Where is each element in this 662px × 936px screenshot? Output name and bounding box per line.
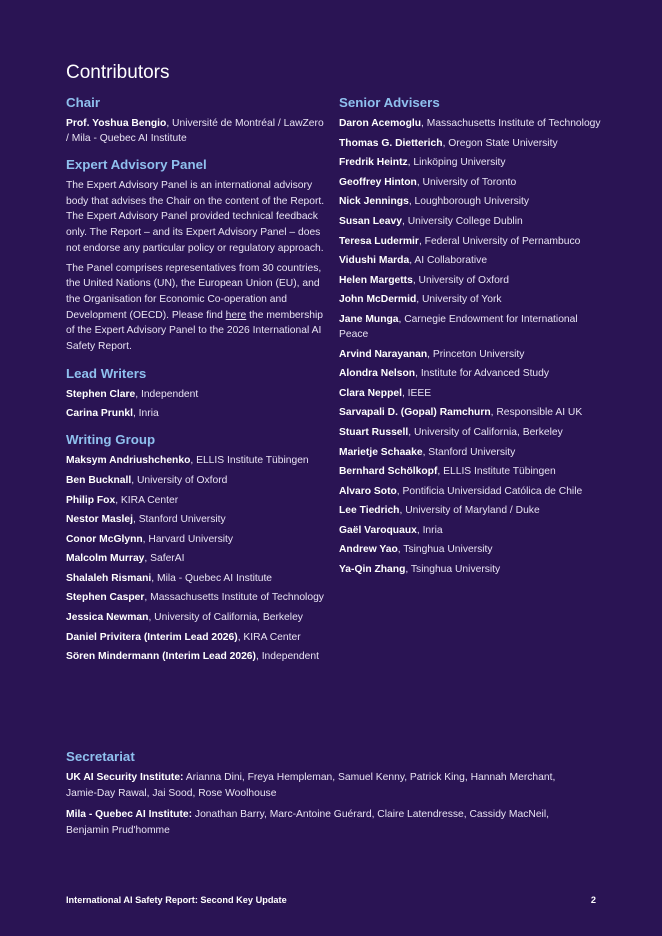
entry-affiliation: , Institute for Advanced Study — [415, 368, 550, 380]
senior-advisers-list — [339, 116, 601, 577]
entry-affiliation: , Stanford University — [132, 514, 226, 526]
list-item — [339, 292, 601, 307]
list-item — [339, 503, 601, 518]
entry-affiliation: , Independent — [135, 388, 199, 400]
entry-name: Malcolm Murray — [66, 553, 145, 565]
writing-group-heading: Writing Group — [66, 432, 156, 448]
entry-name: Teresa Ludermir — [339, 235, 419, 247]
list-item — [339, 366, 601, 381]
entry-affiliation: , Tsinghua University — [397, 544, 493, 556]
senior-advisers-heading: Senior Advisers — [339, 95, 440, 110]
entry-affiliation: , University of California, Berkeley — [408, 426, 563, 438]
entry-affiliation: , Tsinghua University — [405, 564, 501, 576]
entry-name: Alondra Nelson — [339, 368, 416, 380]
writing-group-section — [66, 432, 328, 664]
list-item — [66, 116, 328, 146]
entry-affiliation: , ELLIS Institute Tübingen — [437, 466, 556, 478]
entry-name: Carina Prunkl — [66, 408, 133, 420]
list-item — [339, 155, 601, 170]
entry-name: Nestor Maslej — [66, 514, 133, 526]
left-column — [66, 95, 328, 675]
list-item — [339, 175, 601, 190]
list-item — [339, 425, 601, 440]
entry-name: Susan Leavy — [339, 215, 402, 227]
senior-advisers-section — [339, 95, 601, 577]
list-item — [339, 405, 601, 420]
entry-affiliation: , IEEE — [401, 387, 432, 399]
entry-name: Stephen Clare — [66, 388, 136, 400]
list-item — [339, 562, 601, 577]
entry-name: Philip Fox — [66, 494, 116, 506]
entry-affiliation: , Princeton University — [427, 348, 525, 360]
entry-name: Arvind Narayanan — [339, 348, 428, 360]
lead-writers-section — [66, 366, 328, 422]
entry-affiliation: , Independent — [255, 651, 319, 663]
entry-name: Daron Acemoglu — [339, 118, 422, 129]
entry-affiliation: , Inria — [416, 524, 443, 536]
list-item — [339, 214, 601, 229]
chair-heading: Chair — [66, 95, 100, 110]
entry-name: UK AI Security Institute: — [66, 772, 184, 783]
entry-affiliation: , Inria — [132, 408, 159, 420]
list-item — [339, 234, 601, 249]
entry-name: Lee Tiedrich — [339, 505, 400, 517]
entry-affiliation: , KIRA Center — [115, 494, 179, 506]
list-item — [66, 453, 328, 468]
list-item — [339, 116, 601, 131]
list-item — [339, 194, 601, 209]
list-item — [339, 273, 601, 288]
list-item — [66, 551, 328, 566]
entry-affiliation: , ELLIS Institute Tübingen — [190, 455, 309, 467]
list-item — [66, 770, 586, 802]
entry-affiliation: , Mila - Quebec AI Institute — [151, 572, 273, 584]
entry-name: Geoffrey Hinton — [339, 176, 417, 188]
expert-panel-membership-link[interactable]: here — [225, 309, 247, 321]
list-item — [339, 136, 601, 151]
composition-text-end: the membership of the Expert Advisory Panel to the 2026 International AI Safety Report. — [66, 309, 323, 353]
composition-text-start: The Panel comprises representatives from 30 countries, the United Nations (UN), the European Union (EU), and the Organisation for Economic Co-operation and Development (OECD). Please find — [66, 262, 322, 321]
entry-affiliation: , KIRA Center — [237, 631, 301, 643]
entry-name: Ya-Qin Zhang — [339, 564, 406, 576]
entry-name: Stuart Russell — [339, 426, 409, 438]
list-item — [339, 445, 601, 460]
lead-writers-list — [66, 387, 328, 422]
entry-name: Shalaleh Rismani — [66, 572, 152, 584]
entry-affiliation: , Responsible AI UK — [490, 407, 583, 419]
list-item — [339, 542, 601, 557]
entry-name: Conor McGlynn — [66, 533, 143, 545]
entry-name: Helen Margetts — [339, 274, 413, 286]
entry-affiliation: , AI Collaborative — [409, 255, 488, 267]
entry-affiliation: , Harvard University — [142, 533, 234, 545]
entry-affiliation: , Federal University of Pernambuco — [418, 235, 581, 247]
list-item — [66, 532, 328, 547]
list-item — [339, 386, 601, 401]
entry-name: Fredrik Heintz — [339, 157, 408, 169]
footer-title: International AI Safety Report: Second Key Update — [66, 895, 287, 905]
right-column — [339, 95, 601, 588]
list-item — [66, 590, 328, 605]
entry-affiliation: , University College Dublin — [401, 215, 523, 227]
entry-name: Jessica Newman — [66, 612, 149, 624]
list-item — [66, 387, 328, 402]
lead-writers-heading: Lead Writers — [66, 365, 147, 381]
entry-name: Nick Jennings — [339, 196, 409, 208]
entry-affiliation: Arianna Dini, Freya Hempleman, Samuel Kenny, Patrick King, Hannah Merchant, Jamie-Day Rawal, Jai Sood, Rose Woolhouse — [66, 772, 556, 799]
expert-panel-composition — [66, 261, 328, 355]
entry-name: Bernhard Schölkopf — [339, 466, 438, 478]
entry-name: Thomas G. Dietterich — [339, 137, 443, 149]
expert-panel-description: The Expert Advisory Panel is an international advisory body that advises the Chair on the content of the Report. The Expert Advisory Panel provided technical feedback only. The Report – and its Expert Advisory Panel – does not endorse any particular policy or regulatory approach. — [66, 180, 325, 254]
entry-affiliation: , University of Toronto — [416, 176, 517, 188]
entry-affiliation: , University of York — [416, 294, 502, 306]
list-item — [66, 571, 328, 586]
secretariat-list — [66, 770, 586, 839]
entry-affiliation: , Loughborough University — [408, 196, 530, 208]
entry-name: Stephen Casper — [66, 592, 145, 604]
page-number: 2 — [590, 895, 596, 905]
entry-affiliation: , Université de Montréal / LawZero / Mila - Quebec AI Institute — [66, 118, 324, 144]
entry-name: Marietje Schaake — [339, 446, 423, 458]
page-title: Contributors — [66, 62, 170, 83]
entry-name: Vidushi Marda — [339, 255, 410, 267]
list-item — [66, 649, 328, 664]
entry-name: Prof. Yoshua Bengio — [66, 118, 167, 129]
entry-name: Maksym Andriushchenko — [66, 455, 191, 467]
entry-affiliation: , SaferAI — [144, 553, 185, 565]
entry-name: Andrew Yao — [339, 544, 398, 556]
list-item — [339, 253, 601, 268]
secretariat-heading: Secretariat — [66, 749, 135, 764]
list-item — [66, 493, 328, 508]
list-item — [66, 807, 586, 839]
entry-affiliation: , University of Oxford — [412, 274, 509, 286]
secretariat-section — [66, 749, 586, 844]
entry-affiliation: , University of Maryland / Duke — [399, 505, 540, 517]
list-item — [66, 610, 328, 625]
list-item — [339, 484, 601, 499]
entry-affiliation: , Oregon State University — [442, 137, 558, 149]
list-item — [66, 630, 328, 645]
entry-affiliation: , University of Oxford — [131, 474, 228, 486]
entry-name: Gaël Varoquaux — [339, 524, 417, 536]
chair-list — [66, 116, 328, 146]
page-footer — [66, 895, 596, 905]
list-item — [66, 406, 328, 421]
entry-affiliation: , Linköping University — [407, 157, 506, 169]
entry-name: Sören Mindermann (Interim Lead 2026) — [66, 651, 256, 663]
entry-name: Mila - Quebec AI Institute: — [66, 809, 193, 820]
entry-name: John McDermid — [339, 294, 417, 306]
list-item — [339, 347, 601, 362]
writing-group-list — [66, 453, 328, 664]
expert-panel-heading: Expert Advisory Panel — [66, 157, 207, 172]
entry-name: Sarvapali D. (Gopal) Ramchurn — [339, 407, 491, 419]
list-item — [339, 312, 601, 342]
entry-name: Jane Munga — [339, 313, 399, 325]
entry-affiliation: , Stanford University — [422, 446, 516, 458]
entry-name: Clara Neppel — [339, 387, 402, 399]
entry-affiliation: , Massachusetts Institute of Technology — [421, 118, 601, 129]
entry-affiliation: , Carnegie Endowment for International Peace — [339, 313, 578, 340]
list-item — [66, 473, 328, 488]
list-item — [339, 523, 601, 538]
entry-affiliation: , Pontificia Universidad Católica de Chile — [396, 485, 583, 497]
list-item — [66, 512, 328, 527]
entry-name: Ben Bucknall — [66, 474, 132, 486]
chair-section — [66, 95, 328, 146]
entry-affiliation: , Massachusetts Institute of Technology — [144, 592, 324, 604]
entry-affiliation: , University of California, Berkeley — [148, 612, 303, 624]
expert-panel-section — [66, 157, 328, 355]
list-item — [339, 464, 601, 479]
entry-name: Daniel Privitera (Interim Lead 2026) — [66, 631, 238, 643]
entry-name: Alvaro Soto — [339, 485, 397, 497]
entry-affiliation: Jonathan Barry, Marc-Antoine Guérard, Claire Latendresse, Cassidy MacNeil, Benjamin Prud'homme — [66, 809, 549, 836]
